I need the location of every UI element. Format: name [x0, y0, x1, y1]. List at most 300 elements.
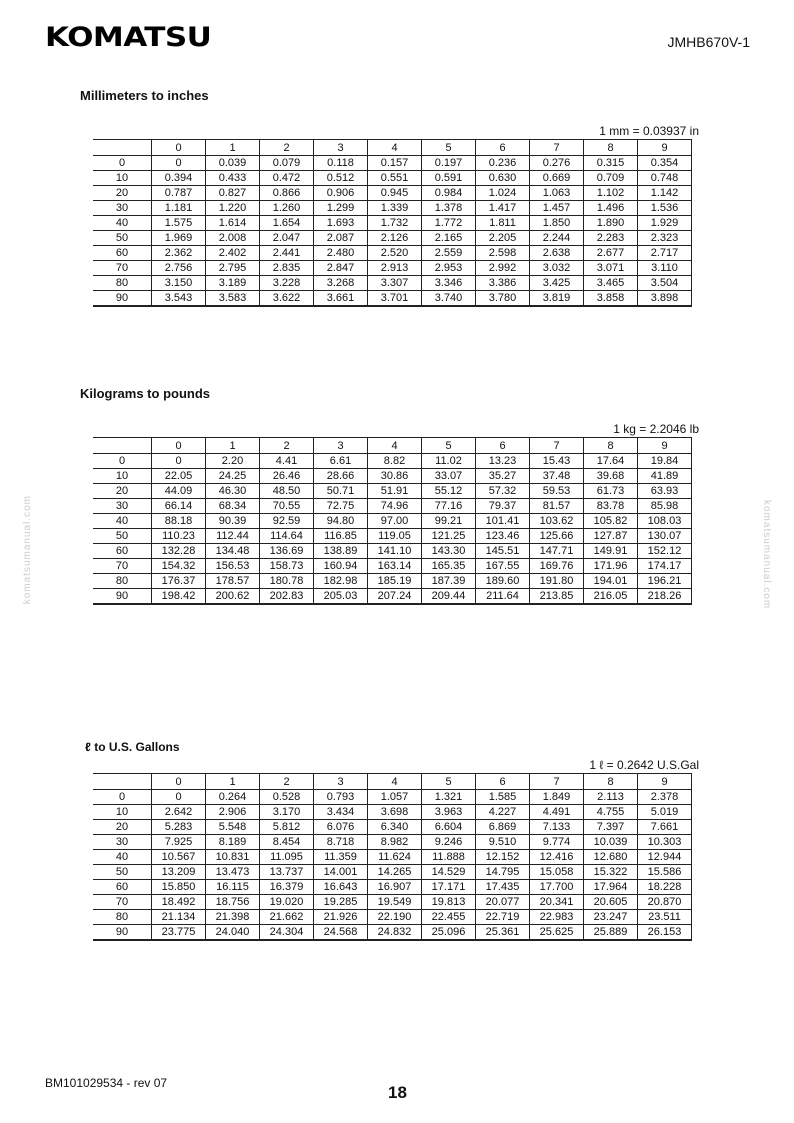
table-row: [93, 589, 692, 605]
column-header: 5: [422, 438, 476, 454]
row-header: 20: [93, 820, 152, 835]
column-header: 6: [476, 438, 530, 454]
table-cell: 20.077: [476, 895, 530, 910]
table-cell: 1.585: [476, 790, 530, 805]
table-cell: 105.82: [584, 514, 638, 529]
table-cell: 39.68: [584, 469, 638, 484]
table-cell: 112.44: [206, 529, 260, 544]
table-cell: 167.55: [476, 559, 530, 574]
liters-to-gallons-table: [93, 773, 692, 941]
table-cell: 5.283: [152, 820, 206, 835]
column-header: 6: [476, 774, 530, 790]
table-cell: 187.39: [422, 574, 476, 589]
table-cell: 1.929: [638, 216, 692, 231]
column-header: 7: [530, 438, 584, 454]
table-row: [93, 820, 692, 835]
table-cell: 0.512: [314, 171, 368, 186]
table-cell: 0.528: [260, 790, 314, 805]
table-cell: 1.057: [368, 790, 422, 805]
table-cell: 198.42: [152, 589, 206, 605]
table-cell: 3.307: [368, 276, 422, 291]
table-row: [93, 544, 692, 559]
column-header: 5: [422, 774, 476, 790]
table-cell: 2.205: [476, 231, 530, 246]
table-cell: 0.906: [314, 186, 368, 201]
table-cell: 21.662: [260, 910, 314, 925]
table-cell: 17.964: [584, 880, 638, 895]
table-row: [93, 925, 692, 941]
table-cell: 37.48: [530, 469, 584, 484]
column-header: 4: [368, 438, 422, 454]
table-cell: 12.152: [476, 850, 530, 865]
table-cell: 158.73: [260, 559, 314, 574]
table-row: [93, 559, 692, 574]
table-cell: 0.709: [584, 171, 638, 186]
table-cell: 5.019: [638, 805, 692, 820]
table-cell: 13.737: [260, 865, 314, 880]
table-cell: 61.73: [584, 484, 638, 499]
table-cell: 191.80: [530, 574, 584, 589]
table-cell: 8.982: [368, 835, 422, 850]
table-cell: 165.35: [422, 559, 476, 574]
table-cell: 24.832: [368, 925, 422, 941]
table-cell: 1.614: [206, 216, 260, 231]
table-cell: 22.983: [530, 910, 584, 925]
table-cell: 127.87: [584, 529, 638, 544]
table-cell: 10.039: [584, 835, 638, 850]
table-cell: 2.598: [476, 246, 530, 261]
table-cell: 3.032: [530, 261, 584, 276]
table-cell: 14.001: [314, 865, 368, 880]
table-cell: 1.732: [368, 216, 422, 231]
table-cell: 1.811: [476, 216, 530, 231]
table-cell: 3.698: [368, 805, 422, 820]
table-cell: 1.654: [260, 216, 314, 231]
table-cell: 16.379: [260, 880, 314, 895]
table-cell: 3.963: [422, 805, 476, 820]
table-cell: 0.984: [422, 186, 476, 201]
table-cell: 41.89: [638, 469, 692, 484]
table-cell: 68.34: [206, 499, 260, 514]
table-row: [93, 805, 692, 820]
table-row: [93, 291, 692, 307]
table-cell: 19.813: [422, 895, 476, 910]
table-cell: 2.008: [206, 231, 260, 246]
row-header: 70: [93, 559, 152, 574]
table-cell: 28.66: [314, 469, 368, 484]
table-cell: 15.322: [584, 865, 638, 880]
table-cell: 2.906: [206, 805, 260, 820]
row-header: 10: [93, 171, 152, 186]
table-cell: 15.850: [152, 880, 206, 895]
table-cell: 0: [152, 156, 206, 171]
table-cell: 2.677: [584, 246, 638, 261]
table-cell: 4.491: [530, 805, 584, 820]
table-cell: 132.28: [152, 544, 206, 559]
table-cell: 103.62: [530, 514, 584, 529]
table-cell: 5.548: [206, 820, 260, 835]
table-row: [93, 261, 692, 276]
table-cell: 33.07: [422, 469, 476, 484]
table-cell: 24.568: [314, 925, 368, 941]
table-cell: 156.53: [206, 559, 260, 574]
table-cell: 2.087: [314, 231, 368, 246]
table-cell: 20.341: [530, 895, 584, 910]
table-cell: 14.265: [368, 865, 422, 880]
table-cell: 9.246: [422, 835, 476, 850]
table-cell: 1.693: [314, 216, 368, 231]
table-cell: 22.190: [368, 910, 422, 925]
table-cell: 2.113: [584, 790, 638, 805]
table-cell: 30.86: [368, 469, 422, 484]
table-cell: 5.812: [260, 820, 314, 835]
table-header-row: [93, 140, 692, 156]
table-cell: 24.040: [206, 925, 260, 941]
watermark-right: komatsumanual.com: [761, 500, 772, 610]
row-header: 30: [93, 835, 152, 850]
table-cell: 3.701: [368, 291, 422, 307]
table-cell: 2.717: [638, 246, 692, 261]
table-cell: 4.755: [584, 805, 638, 820]
table-cell: 19.285: [314, 895, 368, 910]
table-cell: 207.24: [368, 589, 422, 605]
table-cell: 194.01: [584, 574, 638, 589]
column-header: 5: [422, 140, 476, 156]
table-cell: 21.134: [152, 910, 206, 925]
table-cell: 1.339: [368, 201, 422, 216]
table-cell: 3.543: [152, 291, 206, 307]
row-header: 60: [93, 544, 152, 559]
table-corner-cell: [93, 438, 152, 454]
table-cell: 0.276: [530, 156, 584, 171]
table-cell: 25.625: [530, 925, 584, 941]
table-cell: 2.795: [206, 261, 260, 276]
row-header: 50: [93, 529, 152, 544]
table-row: [93, 529, 692, 544]
footer-doc-ref: BM101029534 - rev 07: [45, 1076, 168, 1090]
column-header: 1: [206, 774, 260, 790]
table-cell: 3.386: [476, 276, 530, 291]
table-cell: 0.591: [422, 171, 476, 186]
column-header: 6: [476, 140, 530, 156]
gal-section-title: ℓ to U.S. Gallons: [85, 740, 180, 754]
table-cell: 81.57: [530, 499, 584, 514]
watermark-left: komatsumanual.com: [22, 495, 33, 605]
table-cell: 18.756: [206, 895, 260, 910]
table-cell: 145.51: [476, 544, 530, 559]
table-cell: 205.03: [314, 589, 368, 605]
table-cell: 134.48: [206, 544, 260, 559]
table-cell: 130.07: [638, 529, 692, 544]
table-cell: 2.20: [206, 454, 260, 469]
table-cell: 3.268: [314, 276, 368, 291]
table-cell: 21.398: [206, 910, 260, 925]
table-cell: 189.60: [476, 574, 530, 589]
table-cell: 19.020: [260, 895, 314, 910]
table-cell: 209.44: [422, 589, 476, 605]
table-cell: 6.076: [314, 820, 368, 835]
column-header: 4: [368, 774, 422, 790]
table-cell: 1.417: [476, 201, 530, 216]
table-cell: 2.480: [314, 246, 368, 261]
table-cell: 178.57: [206, 574, 260, 589]
row-header: 60: [93, 246, 152, 261]
table-cell: 116.85: [314, 529, 368, 544]
table-cell: 152.12: [638, 544, 692, 559]
table-cell: 7.397: [584, 820, 638, 835]
table-cell: 0.866: [260, 186, 314, 201]
table-row: [93, 246, 692, 261]
table-cell: 110.23: [152, 529, 206, 544]
table-cell: 138.89: [314, 544, 368, 559]
column-header: 9: [638, 438, 692, 454]
table-header-row: [93, 438, 692, 454]
table-cell: 7.133: [530, 820, 584, 835]
table-cell: 0.827: [206, 186, 260, 201]
table-cell: 0.354: [638, 156, 692, 171]
table-cell: 12.680: [584, 850, 638, 865]
table-cell: 17.171: [422, 880, 476, 895]
table-header-row: [93, 774, 692, 790]
column-header: 3: [314, 140, 368, 156]
table-cell: 25.361: [476, 925, 530, 941]
table-cell: 0.748: [638, 171, 692, 186]
table-cell: 8.82: [368, 454, 422, 469]
table-cell: 2.642: [152, 805, 206, 820]
table-cell: 8.454: [260, 835, 314, 850]
table-cell: 72.75: [314, 499, 368, 514]
table-cell: 24.25: [206, 469, 260, 484]
table-cell: 1.457: [530, 201, 584, 216]
table-cell: 79.37: [476, 499, 530, 514]
column-header: 0: [152, 438, 206, 454]
row-header: 40: [93, 216, 152, 231]
table-cell: 20.605: [584, 895, 638, 910]
table-cell: 13.209: [152, 865, 206, 880]
table-cell: 1.102: [584, 186, 638, 201]
table-cell: 0.472: [260, 171, 314, 186]
table-cell: 22.719: [476, 910, 530, 925]
table-cell: 218.26: [638, 589, 692, 605]
row-header: 80: [93, 276, 152, 291]
table-cell: 0.039: [206, 156, 260, 171]
column-header: 3: [314, 438, 368, 454]
column-header: 9: [638, 774, 692, 790]
table-cell: 2.913: [368, 261, 422, 276]
table-cell: 6.604: [422, 820, 476, 835]
table-cell: 4.227: [476, 805, 530, 820]
table-cell: 3.150: [152, 276, 206, 291]
table-cell: 163.14: [368, 559, 422, 574]
table-cell: 70.55: [260, 499, 314, 514]
row-header: 50: [93, 231, 152, 246]
column-header: 1: [206, 438, 260, 454]
table-cell: 2.244: [530, 231, 584, 246]
table-cell: 48.50: [260, 484, 314, 499]
table-cell: 1.772: [422, 216, 476, 231]
table-cell: 25.096: [422, 925, 476, 941]
column-header: 9: [638, 140, 692, 156]
table-cell: 141.10: [368, 544, 422, 559]
table-cell: 4.41: [260, 454, 314, 469]
table-row: [93, 171, 692, 186]
table-cell: 3.780: [476, 291, 530, 307]
table-cell: 0: [152, 454, 206, 469]
table-cell: 66.14: [152, 499, 206, 514]
table-cell: 0.118: [314, 156, 368, 171]
table-cell: 200.62: [206, 589, 260, 605]
table-cell: 1.220: [206, 201, 260, 216]
table-cell: 23.775: [152, 925, 206, 941]
table-row: [93, 454, 692, 469]
row-header: 40: [93, 850, 152, 865]
table-cell: 25.889: [584, 925, 638, 941]
table-cell: 0.787: [152, 186, 206, 201]
table-cell: 3.740: [422, 291, 476, 307]
table-cell: 1.378: [422, 201, 476, 216]
table-cell: 3.189: [206, 276, 260, 291]
table-row: [93, 484, 692, 499]
table-cell: 3.228: [260, 276, 314, 291]
table-cell: 1.890: [584, 216, 638, 231]
table-cell: 0.315: [584, 156, 638, 171]
komatsu-logo: KOMATSU: [45, 22, 212, 53]
table-cell: 2.283: [584, 231, 638, 246]
table-cell: 94.80: [314, 514, 368, 529]
table-cell: 2.441: [260, 246, 314, 261]
table-cell: 196.21: [638, 574, 692, 589]
table-cell: 180.78: [260, 574, 314, 589]
table-cell: 1.849: [530, 790, 584, 805]
table-cell: 11.095: [260, 850, 314, 865]
table-cell: 92.59: [260, 514, 314, 529]
table-row: [93, 790, 692, 805]
table-cell: 24.304: [260, 925, 314, 941]
table-row: [93, 880, 692, 895]
table-cell: 50.71: [314, 484, 368, 499]
table-cell: 1.575: [152, 216, 206, 231]
table-cell: 213.85: [530, 589, 584, 605]
table-cell: 1.299: [314, 201, 368, 216]
table-cell: 9.510: [476, 835, 530, 850]
table-cell: 2.638: [530, 246, 584, 261]
table-cell: 6.61: [314, 454, 368, 469]
table-cell: 90.39: [206, 514, 260, 529]
table-cell: 182.98: [314, 574, 368, 589]
table-cell: 0: [152, 790, 206, 805]
table-cell: 17.700: [530, 880, 584, 895]
table-row: [93, 574, 692, 589]
table-cell: 3.434: [314, 805, 368, 820]
table-cell: 6.340: [368, 820, 422, 835]
table-cell: 3.504: [638, 276, 692, 291]
table-row: [93, 186, 692, 201]
row-header: 0: [93, 156, 152, 171]
table-cell: 16.115: [206, 880, 260, 895]
table-cell: 97.00: [368, 514, 422, 529]
table-cell: 1.181: [152, 201, 206, 216]
table-cell: 18.492: [152, 895, 206, 910]
table-cell: 3.425: [530, 276, 584, 291]
table-cell: 23.511: [638, 910, 692, 925]
table-cell: 77.16: [422, 499, 476, 514]
table-cell: 125.66: [530, 529, 584, 544]
table-cell: 11.888: [422, 850, 476, 865]
table-cell: 3.898: [638, 291, 692, 307]
table-cell: 2.047: [260, 231, 314, 246]
table-cell: 149.91: [584, 544, 638, 559]
table-cell: 0.394: [152, 171, 206, 186]
table-cell: 169.76: [530, 559, 584, 574]
row-header: 70: [93, 261, 152, 276]
table-cell: 3.170: [260, 805, 314, 820]
table-cell: 3.661: [314, 291, 368, 307]
mm-to-inches-table: [93, 139, 692, 307]
row-header: 90: [93, 589, 152, 605]
table-cell: 14.795: [476, 865, 530, 880]
table-cell: 19.549: [368, 895, 422, 910]
table-cell: 10.831: [206, 850, 260, 865]
table-cell: 0.551: [368, 171, 422, 186]
table-row: [93, 499, 692, 514]
table-cell: 88.18: [152, 514, 206, 529]
table-cell: 3.071: [584, 261, 638, 276]
table-cell: 2.847: [314, 261, 368, 276]
table-cell: 2.126: [368, 231, 422, 246]
table-cell: 21.926: [314, 910, 368, 925]
table-row: [93, 850, 692, 865]
table-cell: 55.12: [422, 484, 476, 499]
table-cell: 3.110: [638, 261, 692, 276]
table-cell: 0.630: [476, 171, 530, 186]
table-cell: 17.435: [476, 880, 530, 895]
row-header: 90: [93, 291, 152, 307]
table-cell: 0.157: [368, 156, 422, 171]
table-row: [93, 231, 692, 246]
table-cell: 22.455: [422, 910, 476, 925]
table-cell: 74.96: [368, 499, 422, 514]
table-cell: 2.402: [206, 246, 260, 261]
column-header: 8: [584, 774, 638, 790]
table-cell: 185.19: [368, 574, 422, 589]
table-cell: 8.718: [314, 835, 368, 850]
page-number: 18: [388, 1083, 407, 1102]
table-cell: 13.473: [206, 865, 260, 880]
table-cell: 99.21: [422, 514, 476, 529]
table-cell: 16.907: [368, 880, 422, 895]
table-cell: 20.870: [638, 895, 692, 910]
row-header: 20: [93, 484, 152, 499]
table-cell: 10.567: [152, 850, 206, 865]
table-cell: 176.37: [152, 574, 206, 589]
table-row: [93, 201, 692, 216]
table-cell: 171.96: [584, 559, 638, 574]
table-cell: 17.64: [584, 454, 638, 469]
table-cell: 114.64: [260, 529, 314, 544]
row-header: 30: [93, 201, 152, 216]
table-cell: 83.78: [584, 499, 638, 514]
table-cell: 19.84: [638, 454, 692, 469]
table-cell: 15.058: [530, 865, 584, 880]
table-row: [93, 910, 692, 925]
column-header: 1: [206, 140, 260, 156]
table-row: [93, 835, 692, 850]
table-cell: 2.835: [260, 261, 314, 276]
table-cell: 174.17: [638, 559, 692, 574]
table-cell: 147.71: [530, 544, 584, 559]
table-cell: 0.079: [260, 156, 314, 171]
table-row: [93, 156, 692, 171]
